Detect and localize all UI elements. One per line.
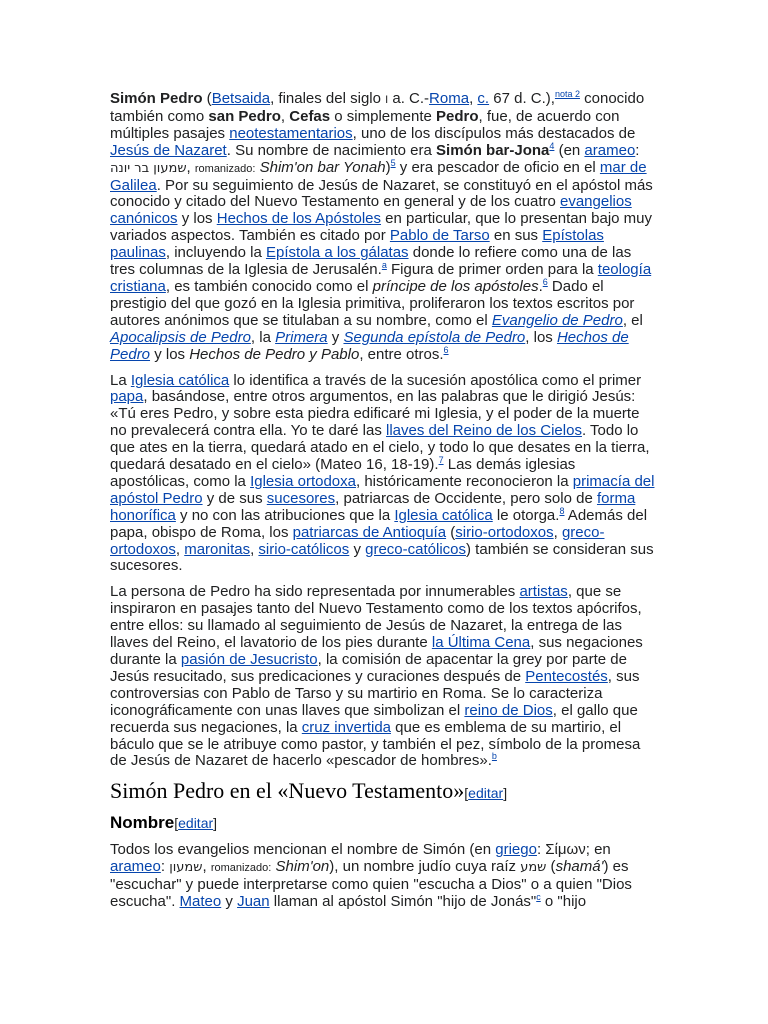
note-ref-a[interactable]: a <box>381 260 387 271</box>
link-circa[interactable]: c. <box>477 90 490 107</box>
link-iglesia-ortodoxa[interactable]: Iglesia ortodoxa <box>250 472 356 490</box>
link-papa[interactable]: papa <box>110 388 144 406</box>
link-forma-honorifica[interactable]: forma honorífica <box>110 489 636 524</box>
link-neotestamentarios[interactable]: neotestamentarios <box>229 124 353 142</box>
link-evangelios-canonicos[interactable]: evangelios canónicos <box>110 193 632 228</box>
citation-ref-7[interactable]: 7 <box>438 455 444 466</box>
section-heading: Simón Pedro en el «Nuevo Testamento»[editar] <box>110 778 508 804</box>
article-body <box>110 91 656 920</box>
link-pasion-de-jesucristo[interactable]: pasión de Jesucristo <box>180 651 318 668</box>
citation-ref-4[interactable]: 4 <box>549 140 555 151</box>
link-apocalipsis-de-pedro[interactable]: Apocalipsis de Pedro <box>110 328 251 346</box>
link-teologia-cristiana[interactable]: teología cristiana <box>110 261 652 295</box>
link-cruz-invertida[interactable]: cruz invertida <box>301 718 391 736</box>
citation-ref-6b[interactable]: 6 <box>443 344 449 355</box>
section-title: Simón Pedro en el «Nuevo Testamento» <box>110 778 465 804</box>
link-sucesores[interactable]: sucesores <box>266 489 336 507</box>
subsection-heading: Nombre[editar] <box>110 813 218 833</box>
note-ref-c[interactable]: c <box>536 892 541 903</box>
edit-subsection-link[interactable]: editar <box>178 815 214 832</box>
link-mar-de-galilea[interactable]: mar de Galilea <box>110 158 647 194</box>
edit-section-link[interactable]: editar <box>468 785 504 802</box>
iconography-paragraph: La persona de Pedro ha sido representada por innumerables artistas, que se inspiraron en pasajes tanto del Nuevo Testamento como de los textos apócrifos, entre ellos: su llamado al seguimiento de Jesús de Nazaret, la entrega de las llaves del Reino, el lavatorio de los pies durante la Última Cena, sus negaciones durante la pasión de Jesucristo, la comisión de apacentar la grey por parte de Jesús resucitado, sus predicaciones y curaciones después de Pentecostés, sus controversias con Pablo de Tarso y su martirio en Roma. Se lo caracteriza iconográficamente con unas llaves que simbolizan el reino de Dios, el gallo que recuerda sus negaciones, la cruz invertida que es emblema de su martirio, el báculo que se le atribuye como pastor, y también el pez, símbolo de la promesa de Jesús de Nazaret de hacerlo «pescador de hombres».$^b$ <box>110 583 643 770</box>
link-llaves-del-reino[interactable]: llaves del Reino de los Cielos <box>386 422 582 440</box>
link-arameo[interactable]: arameo <box>584 141 636 159</box>
citation-ref-6[interactable]: 6 <box>542 276 548 287</box>
link-pentecostes[interactable]: Pentecostés <box>525 667 608 685</box>
link-primacia-de-pedro[interactable]: primacía del apóstol Pedro <box>110 472 655 507</box>
link-pablo-de-tarso[interactable]: Pablo de Tarso <box>389 227 490 245</box>
link-artistas[interactable]: artistas <box>519 583 568 601</box>
link-epistolas-paulinas[interactable]: Epístolas paulinas <box>110 227 604 262</box>
link-epistola-a-los-galatas[interactable]: Epístola a los gálatas <box>265 244 409 262</box>
link-sirio-catolicos[interactable]: sirio-católicos <box>258 540 350 558</box>
article-subject-name: Simón Pedro <box>110 90 203 107</box>
link-griego[interactable]: griego <box>495 841 537 859</box>
link-hechos-de-pedro[interactable]: Hechos de Pedro <box>110 328 629 363</box>
link-mateo[interactable]: Mateo <box>179 893 222 911</box>
papacy-paragraph: La Iglesia católica lo identifica a través de la sucesión apostólica como el primer papa, basándose, entre otros argumentos, en las palabras que le dirigió Jesús: «Tú eres Pedro, y sobre esta piedra edificaré mi Iglesia, y el poder de la muerte no prevalecerá contra ella. Yo te daré las llaves del Reino de los Cielos. Todo lo que ates en la tierra, quedará atado en el cielo, y todo lo que desates en la tierra, quedará desatado en el cielo» (Mateo 16, 18-19).$^7$ Las demás iglesias apostólicas, como la Iglesia ortodoxa, históricamente reconocieron la primacía del apóstol Pedro y de sus sucesores, patriarcas de Occidente, pero solo de forma honorífica y no con las atribuciones que la Iglesia católica le otorga.$^8$ Además del papa, obispo de Roma, los patriarcas de Antioquía (sirio-ortodoxos, greco-ortodoxos, maronitas, sirio-católicos y greco-católicos) también se consideran sus sucesores. <box>110 371 655 575</box>
link-betsaida[interactable]: Betsaida <box>211 90 271 107</box>
link-segunda-epistola-de-pedro[interactable]: Segunda epístola de Pedro <box>343 328 526 346</box>
link-iglesia-catolica-2[interactable]: Iglesia católica <box>394 506 493 524</box>
link-iglesia-catolica[interactable]: Iglesia católica <box>130 371 230 389</box>
subsection-title: Nombre <box>110 813 175 833</box>
link-greco-catolicos[interactable]: greco-católicos <box>365 540 467 558</box>
link-juan[interactable]: Juan <box>237 893 270 911</box>
link-greco-ortodoxos[interactable]: greco-ortodoxos <box>110 523 605 558</box>
link-reino-de-dios[interactable]: reino de Dios <box>464 701 553 719</box>
name-paragraph: Todos los evangelios mencionan el nombre de Simón (en griego: Σίμων; en arameo: שמעון, romanizado: Shim'on), un nombre judío cuya raíz שמע (shamá') es "escuchar" y puede interpretarse como quien "escucha a Dios" o a quien "Dios escucha". Mateo y Juan llaman al apóstol Simón "hijo de Jonás"$^c$ o "hijo <box>110 841 632 911</box>
link-sirio-ortodoxos[interactable]: sirio-ortodoxos <box>455 523 554 541</box>
hebrew-name: שמעון בר יונה <box>110 160 187 176</box>
link-la-ultima-cena[interactable]: la Última Cena <box>431 634 531 652</box>
link-hechos-de-los-apostoles[interactable]: Hechos de los Apóstoles <box>216 210 382 228</box>
link-maronitas[interactable]: maronitas <box>184 540 251 558</box>
hebrew-root: שמע <box>520 860 547 876</box>
link-arameo-2[interactable]: arameo <box>110 858 161 876</box>
link-primera-epistola[interactable]: Primera <box>275 328 328 346</box>
link-roma[interactable]: Roma <box>429 90 470 107</box>
hebrew-shimon: שמעון <box>169 860 203 876</box>
link-patriarcas-de-antioquia[interactable]: patriarcas de Antioquía <box>292 523 447 541</box>
note-ref-nota-2[interactable]: nota 2 <box>554 89 580 99</box>
citation-ref-8[interactable]: 8 <box>559 505 565 516</box>
citation-ref-5[interactable]: 5 <box>390 157 396 168</box>
note-ref-b[interactable]: b <box>491 751 497 762</box>
link-jesus-de-nazaret[interactable]: Jesús de Nazaret <box>110 141 227 159</box>
link-evangelio-de-pedro[interactable]: Evangelio de Pedro <box>491 311 623 329</box>
intro-paragraph: Simón Pedro (Betsaida, finales del siglo I a. C.-Roma, c. 67 d. C.),$^{nota 2}$ conocido también como san Pedro, Cefas o simplemente Pedro, fue, de acuerdo con múltiples pasajes neotestamentarios, uno de los discípulos más destacados de Jesús de Nazaret. Su nombre de nacimiento era Simón bar-Jona$^4$ (en arameo: שמעון בר יונה, romanizado: Shim'on bar Yonah)$^5$ y era pescador de oficio en el mar de Galilea. Por su seguimiento de Jesús de Nazaret, se constituyó en el apóstol más conocido y citado del Nuevo Testamento en general y de los cuatro evangelios canónicos y los Hechos de los Apóstoles en particular, que lo presentan bajo muy variados aspectos. También es citado por Pablo de Tarso en sus Epístolas paulinas, incluyendo la Epístola a los gálatas donde lo refiere como una de las tres columnas de la Iglesia de Jerusalén.$^a$ Figura de primer orden para la teología cristiana, es también conocido como el príncipe de los apóstoles.$^6$ Dado el prestigio del que gozó en la Iglesia primitiva, proliferaron los textos escritos por autores anónimos que se titulaban a su nombre, como el Evangelio de Pedro, el Apocalipsis de Pedro, la Primera y Segunda epístola de Pedro, los Hechos de Pedro y los Hechos de Pedro y Pablo, entre otros.$^6$ <box>110 89 653 363</box>
